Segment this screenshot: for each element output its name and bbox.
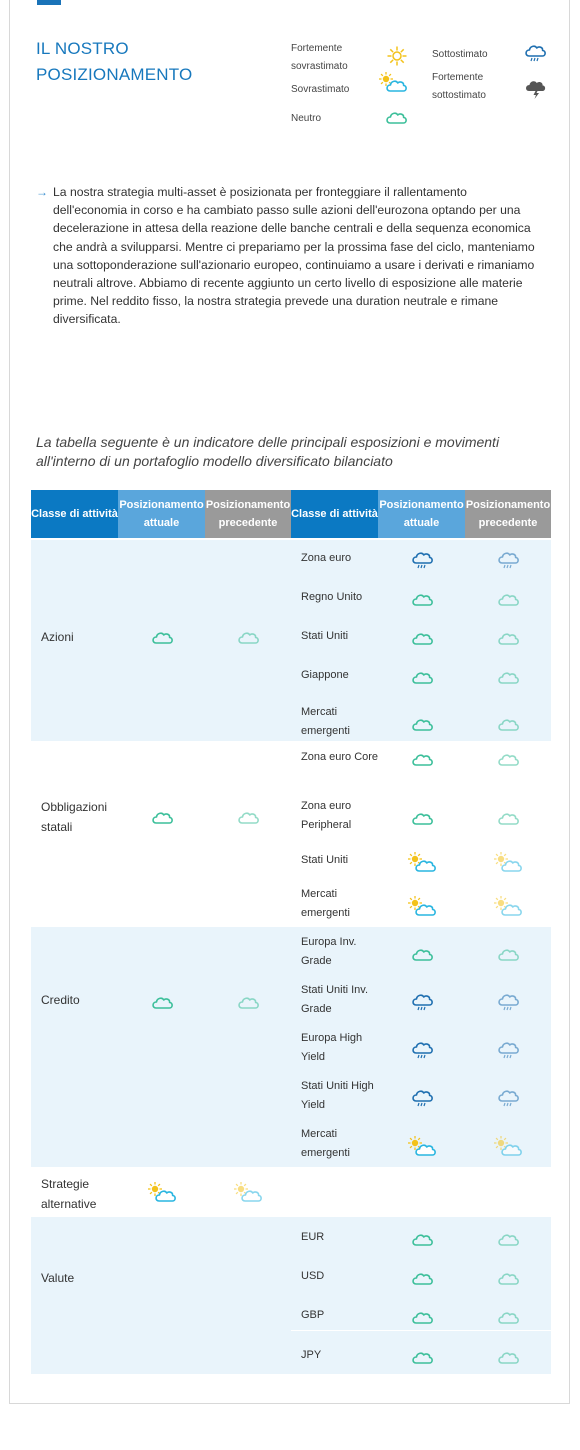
legend-over-label: Sovrastimato [291,84,350,95]
sun-cloud-icon [493,851,525,878]
rain-cloud-icon [496,991,522,1020]
row-label: EUR [301,1231,325,1243]
group-label: Obbligazioni statali [41,800,108,834]
rain-cloud-icon [496,1039,522,1068]
cloud-icon [410,713,436,738]
row-label: Giappone [301,669,349,681]
group-label: Strategie alternative [41,1177,97,1211]
row-label: Mercati emergenti [301,706,350,737]
cloud-icon [496,1306,522,1331]
row-label: Mercati emergenti [301,1128,350,1159]
group-band-valute [31,1217,551,1374]
cloud-icon [410,1228,436,1253]
cloud-icon [496,748,522,773]
cloud-icon [410,807,436,832]
group-band-credito [31,927,551,1167]
rain-cloud-icon [523,42,549,71]
rain-cloud-icon [410,1039,436,1068]
cloud-icon [496,588,522,613]
sun-cloud-icon [407,851,439,878]
cloud-icon [236,626,262,651]
row-label: Europa Inv. Grade [301,936,357,967]
cloud-icon [410,666,436,691]
storm-cloud-icon [523,77,549,106]
legend-under-label: Sottostimato [432,49,488,60]
cloud-icon [236,806,262,831]
cloud-icon [496,713,522,738]
cloud-icon [496,1346,522,1371]
cloud-icon [496,1228,522,1253]
row-label: Regno Unito [301,591,363,603]
table-caption: La tabella seguente è un indicatore delle principali esposizioni e movimenti all'interno di un portafoglio modello diversificato bilanciato [36,434,500,469]
sun-cloud-icon [407,895,439,922]
title-accent-bar [37,0,61,5]
row-label: Zona euro Peripheral [301,800,352,831]
row-label: Stati Uniti Inv. Grade [301,984,369,1015]
rain-cloud-icon [496,549,522,578]
cloud-icon [150,991,176,1016]
sun-cloud-icon [493,1135,525,1162]
cloud-icon [410,1346,436,1371]
legend-strong-over-label: Fortemente sovrastimato [291,43,348,72]
group-label: Azioni [41,630,74,644]
group-label: Valute [41,1271,75,1285]
sun-cloud-icon [233,1181,265,1208]
header-current: Posizionamento attuale [118,490,205,538]
row-label: Zona euro Core [301,751,379,763]
row-label: GBP [301,1309,325,1321]
header-current-2: Posizionamento attuale [378,490,465,538]
cloud-icon [496,666,522,691]
sun-cloud-icon [407,1135,439,1162]
header-previous-2: Posizionamento precedente [465,490,551,538]
sun-cloud-icon [147,1181,179,1208]
cloud-icon [150,626,176,651]
rain-cloud-icon [410,991,436,1020]
row-label: Stati Uniti High Yield [301,1080,374,1111]
row-label: Stati Uniti [301,630,349,642]
row-label: JPY [301,1349,322,1361]
page-title: IL NOSTRO POSIZIONAMENTO [36,39,193,84]
cloud-icon [410,627,436,652]
header-asset-class: Classe di attività [31,490,118,538]
header-previous: Posizionamento precedente [205,490,291,538]
row-label: USD [301,1270,325,1282]
row-label: Europa High Yield [301,1032,363,1063]
rain-cloud-icon [410,1087,436,1116]
arrow-icon: → [36,185,48,199]
sun-cloud-icon [493,895,525,922]
cloud-icon [384,106,410,131]
cloud-icon [496,627,522,652]
cloud-icon [496,807,522,832]
legend-strong-under-label: Fortemente sottostimato [432,72,486,101]
sun-cloud-icon [378,71,410,98]
cloud-icon [150,806,176,831]
rain-cloud-icon [410,549,436,578]
cloud-icon [236,991,262,1016]
cloud-icon [410,943,436,968]
cloud-icon [410,588,436,613]
sun-icon [385,44,409,73]
row-label: Zona euro [301,552,352,564]
row-label: Mercati emergenti [301,888,350,919]
header-asset-class-2: Classe di attività [291,490,378,538]
cloud-icon [496,1267,522,1292]
group-label: Credito [41,993,80,1007]
cloud-icon [496,943,522,968]
cloud-icon [410,1267,436,1292]
cloud-icon [410,748,436,773]
strategy-paragraph: La nostra strategia multi-asset è posizionata per fronteggiare il rallentamento dell'economia in corso e ha cambiato passo sulle azioni dell'eurozona optando per una decelerazione in attesa della reazione delle banche centrali e della sequenza economica che andrà a svilupparsi. Mentre ci prepariamo per la prossima fase del ciclo, manteniamo una sottoponderazione sull'azionario europeo, continuiamo a usare i derivati e rimaniamo neutrali altrove. Abbiamo di recente aggiunto un certo livello di esposizione alle materie prime. Nel reddito fisso, la nostra strategia prevede una duration neutrale e rimane diversificata. [53,185,535,327]
rain-cloud-icon [496,1087,522,1116]
legend-neutral-label: Neutro [291,113,322,124]
cloud-icon [410,1306,436,1331]
row-label: Stati Uniti [301,854,349,866]
